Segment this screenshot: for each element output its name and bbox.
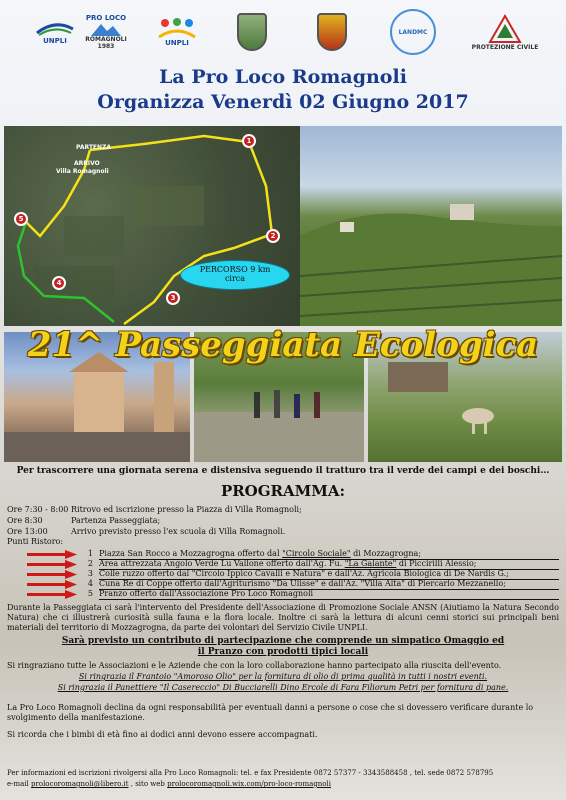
schedule-desc: Ritrovo ed iscrizione presso la Piazza di Villa Romagnoli; bbox=[71, 505, 302, 514]
schedule-list bbox=[7, 504, 302, 537]
village-hill-icon bbox=[300, 126, 562, 326]
ristoro-number: 5 bbox=[87, 589, 93, 598]
ristoro-pre: Cuna Re di Coppe offerto dall'Agriturismo "Da Ulisse" e dall'Az. "Villa Alta" di Piercarlo Mezzanello; bbox=[99, 578, 506, 588]
web-label: , sito web bbox=[128, 780, 168, 788]
intervento-paragraph: Durante la Passeggiata ci sarà l'intervento del Presidente dell'Associazione di Promozione Sociale ANSN (Aiutiamo la Natura Secondo Natura) che ci illustrerà curiosità sulla fauna e la flora locale. Inoltre ci sarà la lettura di alcuni cenni storici sui principali beni materiali del territorio di Mozzagrogna, da parte dei volontari del Servizio Civile UNPLI. bbox=[7, 603, 559, 632]
route-marker: 4 bbox=[52, 276, 66, 290]
ristoro-pre: Area attrezzata Angolo Verde Lu Vallone offerto dall'Ag. Fu. bbox=[99, 558, 345, 568]
event-subtitle: Per trascorrere una giornata serena e distensiva seguendo il tratturo tra il verde dei campi e dei boschi… bbox=[16, 466, 550, 476]
schedule-desc: Arrivo previsto presso l'ex scuola di Villa Romagnoli. bbox=[71, 527, 286, 536]
ristoro-number: 4 bbox=[87, 579, 93, 588]
town-crest-1 bbox=[232, 6, 272, 58]
ristori-list bbox=[7, 549, 559, 599]
ristoro-number: 1 bbox=[87, 549, 93, 558]
ristoro-underlined: "La Galante" bbox=[344, 558, 397, 568]
ristoro-pre: Pranzo offerto dall'Associazione Pro Loco Romagnoli bbox=[99, 588, 314, 598]
logo-unpli2-text: UNPLI bbox=[165, 39, 189, 47]
ristoro-pre: Piazza San Rocco a Mozzagrogna offerto dal bbox=[99, 548, 283, 558]
thanks-frantoio: Si ringrazia il Frantoio "Amoroso Olio" per la fornitura di olio di prima qualità in tutti i nostri eventi. bbox=[78, 672, 488, 681]
route-marker: 3 bbox=[166, 291, 180, 305]
disclaimer-children: Si ricorda che i bimbi di età fino ai dodici anni devono essere accompagnati. bbox=[7, 730, 318, 739]
schedule-time: Ore 8:30 bbox=[7, 516, 43, 525]
schedule-row bbox=[7, 515, 302, 526]
schedule-time: Ore 13:00 bbox=[7, 527, 48, 536]
route-path-icon bbox=[4, 126, 300, 326]
thanks-panettiere: Si ringrazia il Panettiere "Il Casereccio" Di Bucciarelli Dino Ercole di Fara Filiorum Petri per fornitura di pane. bbox=[57, 683, 509, 692]
landmc-circle-icon bbox=[390, 9, 436, 55]
ristoro-number: 2 bbox=[87, 559, 93, 568]
contributo-line-1: Sarà previsto un contributo di partecipazione che comprende un simpatico Omaggio ed bbox=[61, 636, 505, 646]
route-marker: 5 bbox=[14, 212, 28, 226]
schedule-row bbox=[7, 526, 302, 537]
percorso-circa: circa bbox=[224, 274, 246, 283]
partenza-label: PARTENZA bbox=[76, 144, 112, 151]
percorso-badge bbox=[180, 260, 290, 290]
protezione-text: PROTEZIONE CIVILE bbox=[471, 43, 539, 51]
red-arrow-icon bbox=[7, 580, 81, 589]
triangle-icon bbox=[488, 14, 522, 44]
red-arrow-icon bbox=[7, 550, 81, 559]
landmc-logo bbox=[388, 6, 438, 58]
landmc-text: LANDMC bbox=[398, 28, 428, 36]
ristoro-text bbox=[99, 589, 559, 600]
ristoro-row bbox=[7, 549, 559, 559]
ristoro-underlined: "Circolo Sociale" bbox=[282, 548, 351, 558]
protezione-civile-logo bbox=[470, 6, 540, 58]
route-marker: 1 bbox=[242, 134, 256, 148]
ristoro-row bbox=[7, 559, 559, 569]
website-link[interactable]: prolocoromagnoli.wix.com/pro-loco-romagnoli bbox=[167, 780, 331, 788]
arrivo-label: ARRIVO bbox=[74, 160, 100, 167]
ristoro-post: di Piccirilli Alessio; bbox=[396, 558, 477, 568]
town-crest-2 bbox=[312, 6, 352, 58]
contact-links bbox=[7, 779, 559, 789]
logo-proloco-text: PRO LOCO bbox=[85, 14, 127, 22]
email-link[interactable]: prolocoromagnoli@libero.it bbox=[31, 780, 129, 788]
thanks-associations: Si ringraziano tutte le Associazioni e le Aziende che con la loro collaborazione hanno partecipato alla riuscita dell'evento. bbox=[7, 661, 502, 670]
ristoro-row bbox=[7, 579, 559, 589]
red-arrow-icon bbox=[7, 590, 81, 599]
ristoro-number: 3 bbox=[87, 569, 93, 578]
red-arrow-icon bbox=[7, 560, 81, 569]
ristori-heading: Punti Ristoro: bbox=[7, 537, 64, 546]
route-map bbox=[4, 126, 300, 326]
ristoro-row bbox=[7, 569, 559, 579]
logo-unpli-text: UNPLI bbox=[43, 37, 67, 45]
route-marker: 2 bbox=[266, 229, 280, 243]
logo-town-text: ROMAGNOLI bbox=[85, 36, 127, 43]
contributo-line-2: il Pranzo con prodotti tipici locali bbox=[197, 647, 369, 657]
percorso-length: PERCORSO 9 km bbox=[199, 265, 271, 275]
photo-collage bbox=[4, 126, 562, 462]
crest-shield-icon bbox=[317, 13, 347, 51]
arrivo-place-label: Villa Romagnoli bbox=[56, 168, 109, 175]
ristoro-pre: Colle ruzzo offerto dal "Circolo Ippico Cavalli e Natura" e dall'Az. Agricola Biologica di De Nardis G.; bbox=[99, 568, 509, 578]
logos-row bbox=[10, 6, 556, 60]
logo-year-text: 1983 bbox=[97, 43, 115, 50]
unpli-logo bbox=[150, 6, 204, 58]
schedule-time: Ore 7:30 - 8:00 bbox=[7, 505, 69, 514]
event-title: 21^ Passeggiata Ecologica bbox=[27, 325, 539, 365]
contact-info: Per informazioni ed iscrizioni rivolgersi alla Pro Loco Romagnoli: tel. e fax Presidente 0872 57377 - 3343588458 , tel. sede 0872 578795 bbox=[7, 769, 494, 777]
schedule-row bbox=[7, 504, 302, 515]
mountain-icon bbox=[91, 22, 121, 36]
red-arrow-icon bbox=[7, 570, 81, 579]
unpli-figures-icon bbox=[157, 17, 197, 39]
crest-shield-icon bbox=[237, 13, 267, 51]
landscape-photo bbox=[300, 126, 562, 326]
disclaimer-liability: La Pro Loco Romagnoli declina da ogni responsabilità per eventuali danni a persone o cose che si dovessero verificare durante lo svolgimento della manifestazione. bbox=[7, 703, 534, 722]
ristoro-row bbox=[7, 589, 559, 599]
date-title: Organizza Venerdì 02 Giugno 2017 bbox=[97, 91, 469, 113]
organizer-title: La Pro Loco Romagnoli bbox=[159, 66, 407, 88]
ristoro-post: di Mozzagrogna; bbox=[350, 548, 422, 558]
proloco-name-logo bbox=[66, 6, 146, 58]
email-label: e-mail bbox=[7, 780, 32, 788]
programma-heading: PROGRAMMA: bbox=[220, 482, 346, 500]
schedule-desc: Partenza Passeggiata; bbox=[71, 516, 161, 525]
